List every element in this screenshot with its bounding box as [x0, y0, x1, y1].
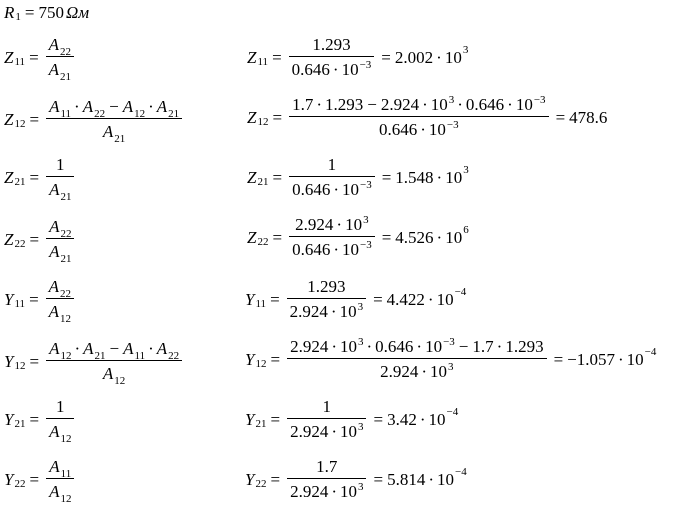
fraction: 1.7 2.924 · 10 3: [287, 458, 366, 500]
fraction: A 12 · A 21 − A 11 · A 22 A 12: [46, 340, 182, 382]
z22-evaluation: Z 22 = 2.924 · 10 3 0.646 · 10 −3 = 4.526 · 10 6: [247, 214, 469, 259]
fraction: A 22 A 21: [46, 218, 74, 260]
fraction: A 11 · A 22 − A 12 · A 21 A 21: [46, 98, 182, 140]
y11-formula: Y 11 = A 22 A 12: [4, 278, 77, 320]
y21-result: 3.42: [387, 409, 417, 429]
fraction: A 11 A 12: [46, 458, 74, 500]
z21-evaluation: Z 21 = 1 0.646 · 10 −3 = 1.548 · 10 3: [247, 155, 469, 199]
r1-subscript: 1: [15, 11, 21, 23]
y11-evaluation: Y 11 = 1.293 2.924 · 10 3 = 4.422 · 10 −4: [245, 277, 467, 321]
y12-evaluation: Y 12 = 2.924 · 10 3 · 0.646 · 10 −3 − 1.7 · 1.293 2.924 · 10 3 = −1.057 · 10 −4: [245, 336, 657, 381]
y12-result: −1.057: [567, 349, 615, 369]
y22-formula: Y 22 = A 11 A 12: [4, 458, 77, 500]
fraction: A 22 A 21: [46, 36, 74, 78]
fraction: 1 2.924 · 10 3: [287, 398, 366, 440]
fraction: A 22 A 12: [46, 278, 74, 320]
fraction: 2.924 · 10 3 · 0.646 · 10 −3 − 1.7 · 1.293 2.924 · 10 3: [287, 338, 547, 380]
z12-evaluation: Z 12 = 1.7 · 1.293 − 2.924 · 10 3 · 0.646 · 10 −3 0.646 · 10 −3 = 478.6: [247, 94, 608, 139]
y12-formula: Y 12 = A 12 · A 21 − A 11 · A 22 A 12: [4, 340, 185, 382]
fraction: 1 0.646 · 10 −3: [289, 156, 375, 198]
r1-symbol: R: [4, 3, 15, 22]
z21-result: 1.548: [395, 167, 434, 187]
fraction: 1 A 21: [46, 156, 74, 198]
z11-evaluation: Z 11 = 1.293 0.646 · 10 −3 = 2.002 · 10 3: [247, 35, 469, 79]
z12-formula: Z 12 = A 11 · A 22 − A 12 · A 21 A 21: [4, 98, 185, 140]
fraction: 1.293 2.924 · 10 3: [287, 278, 366, 320]
fraction: 1.293 0.646 · 10 −3: [289, 36, 375, 78]
fraction: 1.7 · 1.293 − 2.924 · 10 3 · 0.646 · 10 −3 0.646 · 10 −3: [289, 96, 549, 138]
r1-unit: Ωм: [65, 3, 90, 22]
y22-evaluation: Y 22 = 1.7 2.924 · 10 3 = 5.814 · 10 −4: [245, 457, 467, 501]
fraction: 1 A 12: [46, 398, 74, 440]
z21-formula: Z 21 = 1 A 21: [4, 156, 77, 198]
z11-formula: Z 11 = A 22 A 21: [4, 36, 77, 78]
y21-formula: Y 21 = 1 A 12: [4, 398, 77, 440]
y21-evaluation: Y 21 = 1 2.924 · 10 3 = 3.42 · 10 −4: [245, 397, 459, 441]
z11-result: 2.002: [394, 47, 434, 67]
r1-value: 750: [38, 3, 64, 22]
z12-result: 478.6: [569, 107, 608, 127]
z22-formula: Z 22 = A 22 A 21: [4, 218, 77, 260]
z22-result: 4.526: [395, 227, 434, 247]
r1-equation: R 1 = 750 Ωм: [4, 3, 90, 23]
y22-result: 5.814: [387, 469, 426, 489]
y11-result: 4.422: [386, 289, 425, 309]
fraction: 2.924 · 10 3 0.646 · 10 −3: [289, 216, 375, 258]
